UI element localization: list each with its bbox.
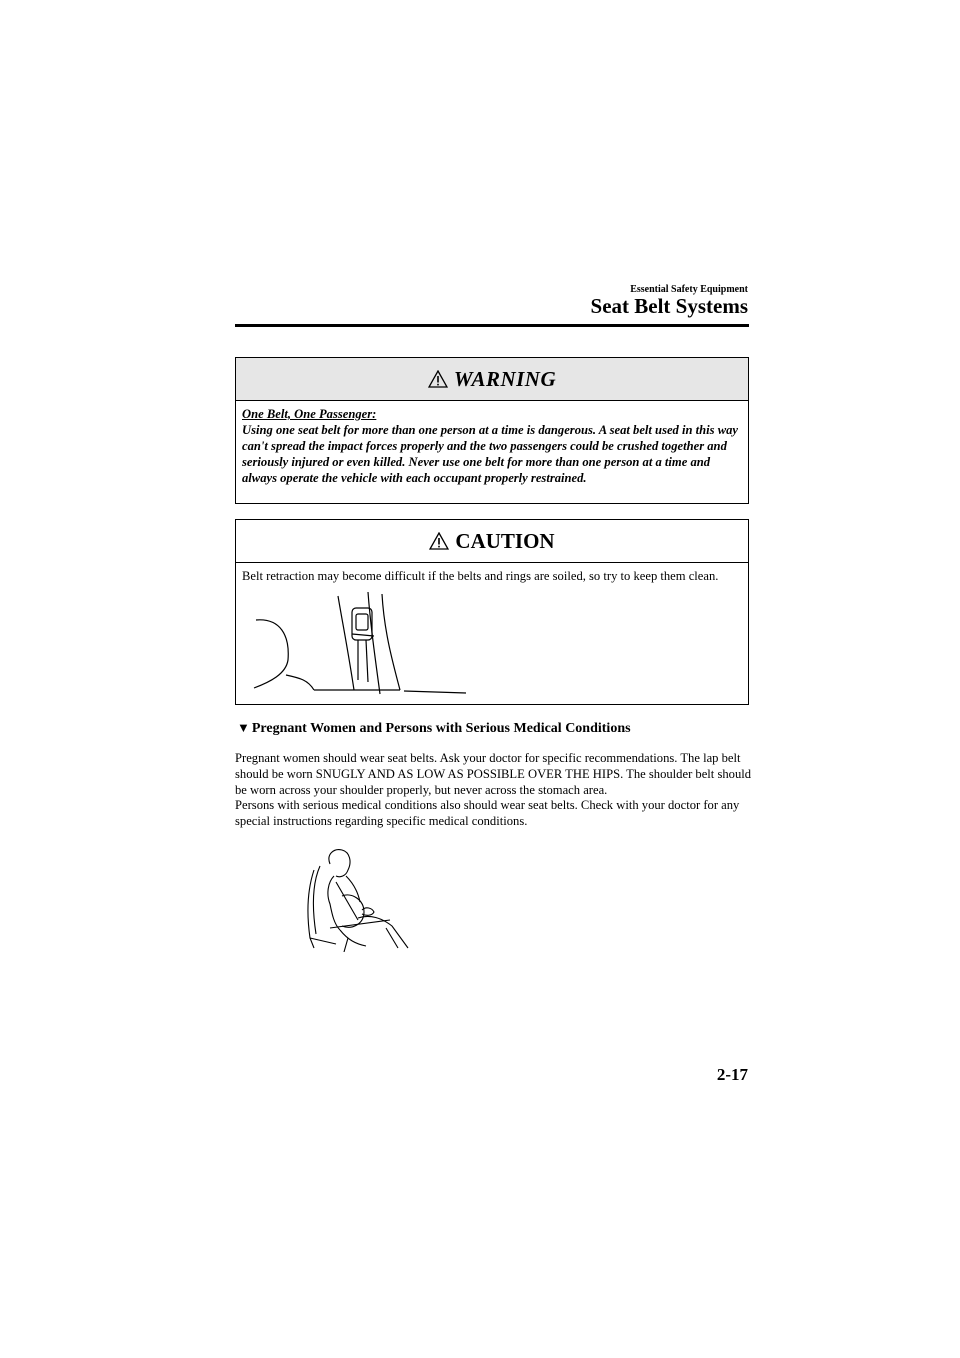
- section-heading: [237, 720, 631, 737]
- caution-header: [236, 520, 748, 563]
- caution-title: CAUTION: [455, 528, 555, 553]
- warning-heading: One Belt, One Passenger:: [242, 407, 377, 421]
- section-body: [235, 751, 755, 830]
- header-divider: [235, 324, 749, 327]
- page-title: Seat Belt Systems: [590, 294, 748, 318]
- caution-body: Belt retraction may become difficult if the belts and rings are soiled, so try to keep them clean.: [242, 569, 719, 583]
- warning-triangle-icon: [429, 532, 449, 550]
- paragraph: Pregnant women should wear seat belts. Ask your doctor for specific recommendations. The lap belt should be worn SNUGLY AND AS LOW AS POSSIBLE OVER THE HIPS. The shoulder belt should be worn across your shoulder properly, but never across the stomach area.: [235, 751, 752, 797]
- warning-header: [236, 358, 748, 401]
- warning-box: [235, 357, 749, 504]
- section-label: Essential Safety Equipment: [630, 284, 748, 295]
- warning-body: [236, 401, 748, 486]
- pregnant-seatbelt-illustration: [300, 848, 412, 952]
- seatbelt-illustration: [250, 590, 470, 696]
- warning-text: Using one seat belt for more than one person at a time is dangerous. A seat belt used in this way can't spread the impact forces properly and the two passengers could be crushed together and seriously injured or even killed. Never use one belt for more than one person at a time and always operate the vehicle with each occupant properly restrained.: [242, 423, 738, 485]
- warning-triangle-icon: [428, 370, 448, 388]
- warning-title: WARNING: [453, 366, 557, 391]
- paragraph: Persons with serious medical conditions also should wear seat belts. Check with your doctor for any special instructions regarding specific medical conditions.: [235, 798, 740, 829]
- down-triangle-icon: ▼: [237, 720, 250, 735]
- section-heading-text: Pregnant Women and Persons with Serious Medical Conditions: [251, 721, 631, 736]
- page-number: 2-17: [716, 1065, 748, 1084]
